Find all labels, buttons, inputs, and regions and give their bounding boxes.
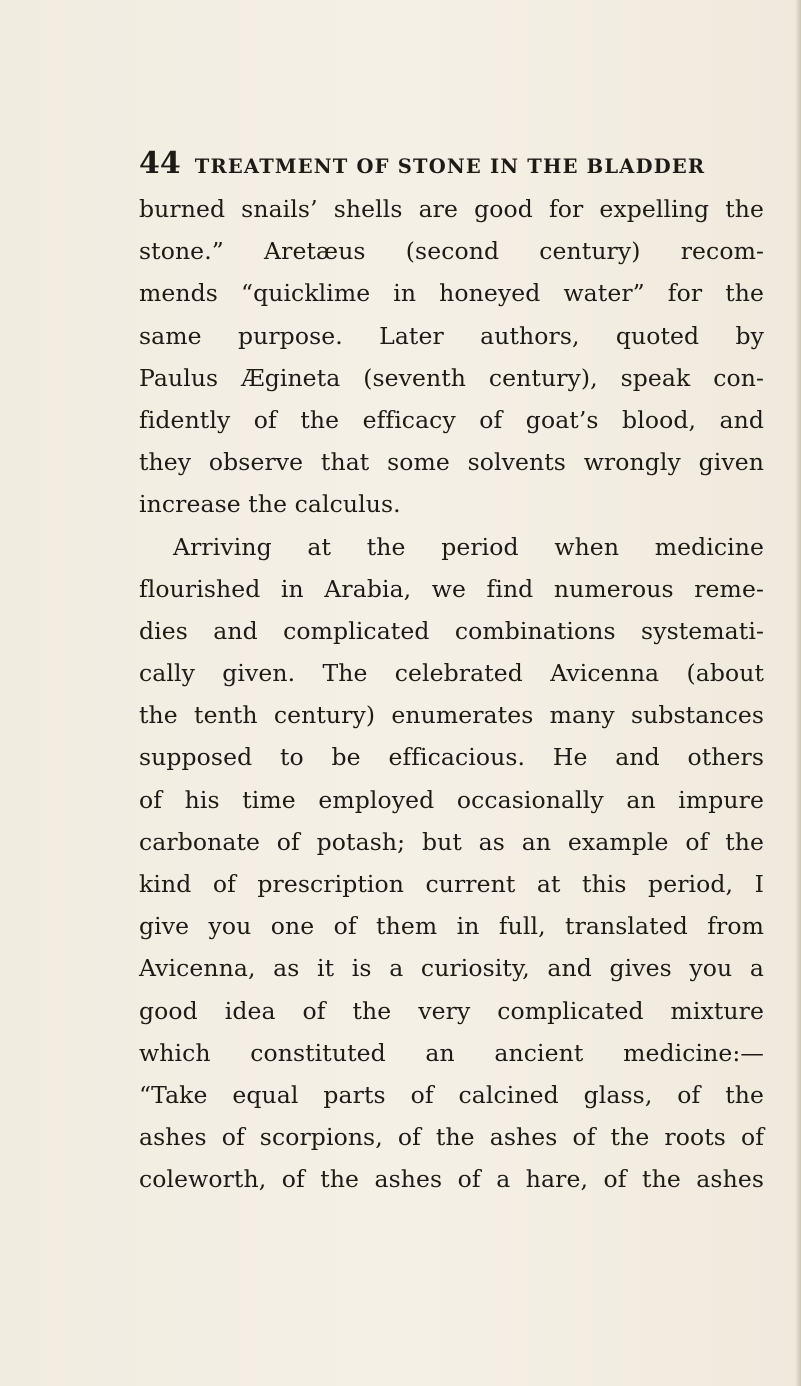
running-title: TREATMENT OF STONE IN THE BLADDER bbox=[194, 155, 706, 178]
text-line: kind of prescription current at this period, I bbox=[139, 870, 764, 898]
text-line: burned snails’ shells are good for expelling the bbox=[139, 195, 764, 223]
text-line: which constituted an ancient medicine:— bbox=[139, 1038, 764, 1067]
page-number: 44 bbox=[139, 146, 181, 181]
text-line: cally given. The celebrated Avicenna (about bbox=[139, 659, 764, 688]
text-line: Arriving at the period when medicine bbox=[173, 532, 764, 561]
text-line: mends “quicklime in honeyed water” for the bbox=[139, 279, 764, 308]
text-line: of his time employed occasionally an impure bbox=[139, 785, 764, 814]
text-line: good idea of the very complicated mixture bbox=[139, 996, 764, 1025]
text-line: the tenth century) enumerates many substances bbox=[139, 701, 764, 730]
text-line: flourished in Arabia, we find numerous reme- bbox=[139, 574, 764, 603]
text-line: “Take equal parts of calcined glass, of the bbox=[139, 1080, 764, 1109]
text-line: Paulus Ægineta (seventh century), speak con- bbox=[139, 363, 764, 392]
body-text bbox=[139, 188, 764, 1201]
text-line: supposed to be efficacious. He and others bbox=[139, 743, 764, 772]
text-line: same purpose. Later authors, quoted by bbox=[139, 321, 764, 350]
text-line: fidently of the efficacy of goat’s blood, and bbox=[139, 405, 764, 434]
text-line: ashes of scorpions, of the ashes of the roots of bbox=[139, 1123, 764, 1152]
text-line: stone.” Aretæus (second century) recom- bbox=[139, 237, 764, 266]
text-line: give you one of them in full, translated from bbox=[139, 912, 764, 941]
text-line: they observe that some solvents wrongly given bbox=[139, 448, 764, 477]
page-edge-shadow bbox=[795, 0, 801, 1386]
text-line: Avicenna, as it is a curiosity, and gives you a bbox=[139, 954, 764, 983]
text-line: carbonate of potash; but as an example of the bbox=[139, 827, 764, 856]
text-line: dies and complicated combinations systemati- bbox=[139, 616, 764, 645]
text-line: increase the calculus. bbox=[139, 490, 401, 519]
running-head bbox=[139, 146, 764, 182]
text-line: coleworth, of the ashes of a hare, of the ashes bbox=[139, 1165, 764, 1194]
